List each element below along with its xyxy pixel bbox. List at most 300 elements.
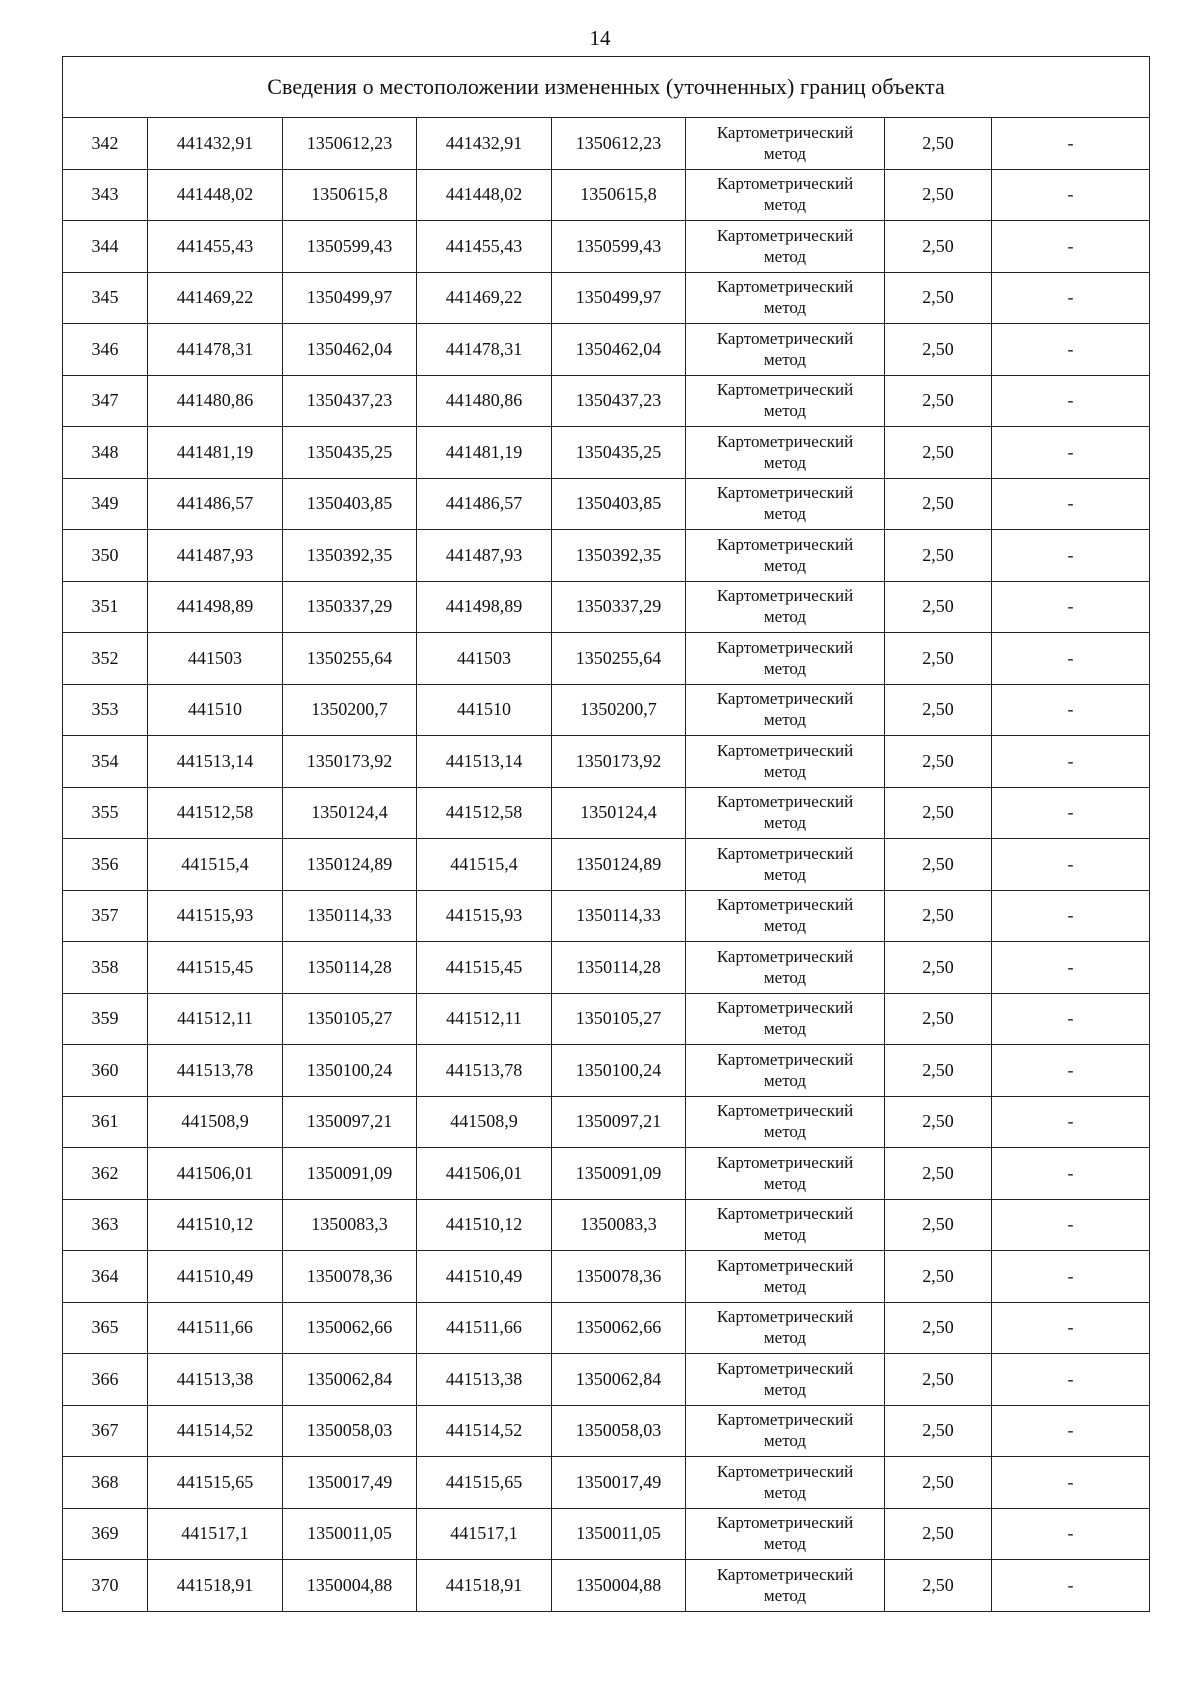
refined-x-cell: 441515,65 (417, 1457, 552, 1509)
refined-y-cell: 1350062,84 (552, 1354, 686, 1406)
point-number-cell: 349 (63, 478, 148, 530)
existing-x-cell: 441513,38 (148, 1354, 283, 1406)
method-line-2: метод (763, 967, 807, 987)
existing-y-cell: 1350200,7 (283, 684, 417, 736)
method-line-1: Картометрический (716, 689, 854, 709)
note-cell: - (992, 530, 1150, 582)
existing-y-cell: 1350062,66 (283, 1302, 417, 1354)
existing-y-cell: 1350462,04 (283, 324, 417, 376)
table-row (63, 324, 1150, 376)
refined-x-cell: 441510 (417, 684, 552, 736)
point-number-cell: 344 (63, 221, 148, 273)
method-line-2: метод (763, 1379, 807, 1399)
page-number: 14 (589, 26, 611, 50)
note-cell: - (992, 581, 1150, 633)
refined-x-cell: 441510,49 (417, 1251, 552, 1303)
method-cell (686, 890, 885, 942)
existing-x-cell: 441512,11 (148, 993, 283, 1045)
method-line-2: метод (763, 452, 807, 472)
method-line-2: метод (763, 864, 807, 884)
refined-y-cell: 1350058,03 (552, 1405, 686, 1457)
note-cell: - (992, 1457, 1150, 1509)
point-number-cell: 359 (63, 993, 148, 1045)
point-number-cell: 347 (63, 375, 148, 427)
point-number-cell: 369 (63, 1508, 148, 1560)
existing-y-cell: 1350078,36 (283, 1251, 417, 1303)
method-line-2: метод (763, 349, 807, 369)
method-line-2: метод (763, 658, 807, 678)
table-row (63, 375, 1150, 427)
existing-x-cell: 441506,01 (148, 1148, 283, 1200)
refined-x-cell: 441432,91 (417, 118, 552, 170)
note-cell: - (992, 736, 1150, 788)
table-row (63, 1354, 1150, 1406)
existing-y-cell: 1350599,43 (283, 221, 417, 273)
existing-y-cell: 1350062,84 (283, 1354, 417, 1406)
method-cell (686, 787, 885, 839)
method-cell (686, 581, 885, 633)
table-row (63, 118, 1150, 170)
refined-x-cell: 441511,66 (417, 1302, 552, 1354)
table-row (63, 1560, 1150, 1612)
existing-x-cell: 441510,12 (148, 1199, 283, 1251)
existing-x-cell: 441503 (148, 633, 283, 685)
refined-y-cell: 1350124,4 (552, 787, 686, 839)
existing-x-cell: 441518,91 (148, 1560, 283, 1612)
accuracy-cell: 2,50 (885, 324, 992, 376)
method-line-2: метод (763, 143, 807, 163)
method-line-1: Картометрический (716, 998, 854, 1018)
method-cell (686, 1096, 885, 1148)
method-cell (686, 1560, 885, 1612)
point-number-cell: 358 (63, 942, 148, 994)
refined-x-cell: 441515,4 (417, 839, 552, 891)
note-cell: - (992, 993, 1150, 1045)
point-number-cell: 362 (63, 1148, 148, 1200)
table-row (63, 1405, 1150, 1457)
refined-x-cell: 441480,86 (417, 375, 552, 427)
method-line-1: Картометрический (716, 225, 854, 245)
point-number-cell: 360 (63, 1045, 148, 1097)
existing-x-cell: 441515,45 (148, 942, 283, 994)
accuracy-cell: 2,50 (885, 1045, 992, 1097)
accuracy-cell: 2,50 (885, 1199, 992, 1251)
existing-y-cell: 1350437,23 (283, 375, 417, 427)
point-number-cell: 370 (63, 1560, 148, 1612)
note-cell: - (992, 118, 1150, 170)
accuracy-cell: 2,50 (885, 221, 992, 273)
point-number-cell: 363 (63, 1199, 148, 1251)
boundary-coordinates-table (62, 56, 1150, 1612)
note-cell: - (992, 1045, 1150, 1097)
method-cell (686, 993, 885, 1045)
point-number-cell: 348 (63, 427, 148, 479)
note-cell: - (992, 1354, 1150, 1406)
existing-x-cell: 441486,57 (148, 478, 283, 530)
refined-y-cell: 1350392,35 (552, 530, 686, 582)
method-cell (686, 1508, 885, 1560)
point-number-cell: 357 (63, 890, 148, 942)
method-line-1: Картометрический (716, 1049, 854, 1069)
note-cell: - (992, 375, 1150, 427)
point-number-cell: 350 (63, 530, 148, 582)
accuracy-cell: 2,50 (885, 942, 992, 994)
method-line-1: Картометрический (716, 1204, 854, 1224)
existing-x-cell: 441508,9 (148, 1096, 283, 1148)
existing-x-cell: 441514,52 (148, 1405, 283, 1457)
existing-x-cell: 441515,4 (148, 839, 283, 891)
refined-x-cell: 441518,91 (417, 1560, 552, 1612)
note-cell: - (992, 787, 1150, 839)
existing-y-cell: 1350337,29 (283, 581, 417, 633)
existing-y-cell: 1350124,4 (283, 787, 417, 839)
existing-y-cell: 1350083,3 (283, 1199, 417, 1251)
accuracy-cell: 2,50 (885, 169, 992, 221)
accuracy-cell: 2,50 (885, 1405, 992, 1457)
existing-x-cell: 441498,89 (148, 581, 283, 633)
method-line-1: Картометрический (716, 946, 854, 966)
refined-y-cell: 1350437,23 (552, 375, 686, 427)
method-line-2: метод (763, 1328, 807, 1348)
method-line-2: метод (763, 813, 807, 833)
point-number-cell: 352 (63, 633, 148, 685)
method-cell (686, 942, 885, 994)
existing-y-cell: 1350124,89 (283, 839, 417, 891)
existing-y-cell: 1350392,35 (283, 530, 417, 582)
note-cell: - (992, 1405, 1150, 1457)
existing-x-cell: 441510 (148, 684, 283, 736)
point-number-cell: 353 (63, 684, 148, 736)
method-line-1: Картометрический (716, 328, 854, 348)
accuracy-cell: 2,50 (885, 118, 992, 170)
existing-y-cell: 1350100,24 (283, 1045, 417, 1097)
table-row (63, 1302, 1150, 1354)
existing-y-cell: 1350114,33 (283, 890, 417, 942)
refined-x-cell: 441512,58 (417, 787, 552, 839)
refined-y-cell: 1350083,3 (552, 1199, 686, 1251)
accuracy-cell: 2,50 (885, 1148, 992, 1200)
table-row (63, 787, 1150, 839)
refined-x-cell: 441498,89 (417, 581, 552, 633)
method-line-2: метод (763, 504, 807, 524)
existing-y-cell: 1350173,92 (283, 736, 417, 788)
refined-x-cell: 441517,1 (417, 1508, 552, 1560)
method-line-2: метод (763, 1070, 807, 1090)
method-line-1: Картометрический (716, 1152, 854, 1172)
method-cell (686, 169, 885, 221)
note-cell: - (992, 169, 1150, 221)
refined-x-cell: 441508,9 (417, 1096, 552, 1148)
table-row (63, 272, 1150, 324)
note-cell: - (992, 478, 1150, 530)
refined-y-cell: 1350499,97 (552, 272, 686, 324)
table-row (63, 478, 1150, 530)
method-cell (686, 530, 885, 582)
method-line-1: Картометрический (716, 1101, 854, 1121)
table-row (63, 736, 1150, 788)
existing-x-cell: 441511,66 (148, 1302, 283, 1354)
method-cell (686, 839, 885, 891)
table-row (63, 684, 1150, 736)
existing-x-cell: 441480,86 (148, 375, 283, 427)
note-cell: - (992, 272, 1150, 324)
method-line-2: метод (763, 1482, 807, 1502)
accuracy-cell: 2,50 (885, 272, 992, 324)
method-cell (686, 118, 885, 170)
method-cell (686, 427, 885, 479)
method-cell (686, 633, 885, 685)
note-cell: - (992, 1096, 1150, 1148)
table-row (63, 221, 1150, 273)
method-line-1: Картометрический (716, 431, 854, 451)
table-title-row (63, 57, 1150, 118)
table-title: Сведения о местоположении измененных (уточненных) границ объекта (63, 57, 1150, 118)
table-row (63, 839, 1150, 891)
accuracy-cell: 2,50 (885, 787, 992, 839)
note-cell: - (992, 1199, 1150, 1251)
point-number-cell: 366 (63, 1354, 148, 1406)
point-number-cell: 351 (63, 581, 148, 633)
method-line-2: метод (763, 1431, 807, 1451)
refined-y-cell: 1350403,85 (552, 478, 686, 530)
method-line-2: метод (763, 401, 807, 421)
refined-x-cell: 441503 (417, 633, 552, 685)
method-cell (686, 478, 885, 530)
table-row (63, 890, 1150, 942)
refined-x-cell: 441513,38 (417, 1354, 552, 1406)
refined-y-cell: 1350615,8 (552, 169, 686, 221)
method-cell (686, 1045, 885, 1097)
method-line-1: Картометрический (716, 174, 854, 194)
refined-x-cell: 441506,01 (417, 1148, 552, 1200)
method-cell (686, 1148, 885, 1200)
method-line-2: метод (763, 607, 807, 627)
accuracy-cell: 2,50 (885, 1302, 992, 1354)
existing-x-cell: 441487,93 (148, 530, 283, 582)
note-cell: - (992, 1508, 1150, 1560)
accuracy-cell: 2,50 (885, 1354, 992, 1406)
refined-y-cell: 1350114,33 (552, 890, 686, 942)
method-cell (686, 736, 885, 788)
method-line-2: метод (763, 246, 807, 266)
refined-y-cell: 1350255,64 (552, 633, 686, 685)
refined-y-cell: 1350017,49 (552, 1457, 686, 1509)
method-cell (686, 1302, 885, 1354)
existing-y-cell: 1350255,64 (283, 633, 417, 685)
table-body (63, 118, 1150, 1612)
point-number-cell: 365 (63, 1302, 148, 1354)
refined-y-cell: 1350105,27 (552, 993, 686, 1045)
existing-x-cell: 441510,49 (148, 1251, 283, 1303)
note-cell: - (992, 1302, 1150, 1354)
refined-x-cell: 441513,14 (417, 736, 552, 788)
existing-x-cell: 441432,91 (148, 118, 283, 170)
point-number-cell: 354 (63, 736, 148, 788)
existing-x-cell: 441512,58 (148, 787, 283, 839)
refined-y-cell: 1350200,7 (552, 684, 686, 736)
accuracy-cell: 2,50 (885, 1096, 992, 1148)
accuracy-cell: 2,50 (885, 1560, 992, 1612)
point-number-cell: 342 (63, 118, 148, 170)
method-line-2: метод (763, 761, 807, 781)
method-line-1: Картометрический (716, 483, 854, 503)
method-line-2: метод (763, 1173, 807, 1193)
method-cell (686, 1354, 885, 1406)
method-cell (686, 1457, 885, 1509)
accuracy-cell: 2,50 (885, 427, 992, 479)
existing-y-cell: 1350004,88 (283, 1560, 417, 1612)
method-line-1: Картометрический (716, 637, 854, 657)
accuracy-cell: 2,50 (885, 993, 992, 1045)
method-line-2: метод (763, 710, 807, 730)
point-number-cell: 346 (63, 324, 148, 376)
note-cell: - (992, 633, 1150, 685)
accuracy-cell: 2,50 (885, 478, 992, 530)
existing-x-cell: 441517,1 (148, 1508, 283, 1560)
method-line-2: метод (763, 1225, 807, 1245)
point-number-cell: 364 (63, 1251, 148, 1303)
refined-y-cell: 1350004,88 (552, 1560, 686, 1612)
method-line-1: Картометрический (716, 1564, 854, 1584)
table-row (63, 1457, 1150, 1509)
method-line-1: Картометрический (716, 740, 854, 760)
point-number-cell: 361 (63, 1096, 148, 1148)
refined-x-cell: 441478,31 (417, 324, 552, 376)
existing-y-cell: 1350403,85 (283, 478, 417, 530)
accuracy-cell: 2,50 (885, 890, 992, 942)
method-line-2: метод (763, 1122, 807, 1142)
existing-y-cell: 1350499,97 (283, 272, 417, 324)
method-cell (686, 1251, 885, 1303)
table-row (63, 581, 1150, 633)
method-line-1: Картометрический (716, 1461, 854, 1481)
accuracy-cell: 2,50 (885, 530, 992, 582)
table-row (63, 942, 1150, 994)
method-line-1: Картометрический (716, 1410, 854, 1430)
existing-x-cell: 441469,22 (148, 272, 283, 324)
method-line-1: Картометрический (716, 895, 854, 915)
existing-y-cell: 1350105,27 (283, 993, 417, 1045)
table-row (63, 1508, 1150, 1560)
note-cell: - (992, 221, 1150, 273)
method-line-2: метод (763, 916, 807, 936)
note-cell: - (992, 684, 1150, 736)
existing-y-cell: 1350114,28 (283, 942, 417, 994)
existing-y-cell: 1350017,49 (283, 1457, 417, 1509)
existing-y-cell: 1350435,25 (283, 427, 417, 479)
existing-x-cell: 441455,43 (148, 221, 283, 273)
accuracy-cell: 2,50 (885, 1457, 992, 1509)
method-line-1: Картометрический (716, 277, 854, 297)
note-cell: - (992, 890, 1150, 942)
refined-y-cell: 1350114,28 (552, 942, 686, 994)
table-row (63, 1045, 1150, 1097)
refined-y-cell: 1350078,36 (552, 1251, 686, 1303)
note-cell: - (992, 1560, 1150, 1612)
method-line-2: метод (763, 1276, 807, 1296)
method-line-1: Картометрический (716, 1358, 854, 1378)
method-line-1: Картометрический (716, 380, 854, 400)
note-cell: - (992, 1251, 1150, 1303)
refined-x-cell: 441513,78 (417, 1045, 552, 1097)
existing-x-cell: 441478,31 (148, 324, 283, 376)
existing-x-cell: 441448,02 (148, 169, 283, 221)
method-cell (686, 684, 885, 736)
refined-y-cell: 1350091,09 (552, 1148, 686, 1200)
refined-x-cell: 441469,22 (417, 272, 552, 324)
table-row (63, 169, 1150, 221)
table-row (63, 633, 1150, 685)
existing-x-cell: 441513,14 (148, 736, 283, 788)
method-line-2: метод (763, 1534, 807, 1554)
accuracy-cell: 2,50 (885, 1508, 992, 1560)
method-cell (686, 1199, 885, 1251)
note-cell: - (992, 942, 1150, 994)
table-row (63, 1251, 1150, 1303)
note-cell: - (992, 427, 1150, 479)
existing-y-cell: 1350612,23 (283, 118, 417, 170)
point-number-cell: 343 (63, 169, 148, 221)
method-line-1: Картометрический (716, 1307, 854, 1327)
note-cell: - (992, 324, 1150, 376)
method-cell (686, 221, 885, 273)
refined-x-cell: 441448,02 (417, 169, 552, 221)
note-cell: - (992, 839, 1150, 891)
method-line-2: метод (763, 1585, 807, 1605)
accuracy-cell: 2,50 (885, 1251, 992, 1303)
method-line-1: Картометрический (716, 1255, 854, 1275)
method-cell (686, 272, 885, 324)
method-line-1: Картометрический (716, 534, 854, 554)
accuracy-cell: 2,50 (885, 633, 992, 685)
refined-y-cell: 1350462,04 (552, 324, 686, 376)
table-row (63, 427, 1150, 479)
existing-x-cell: 441481,19 (148, 427, 283, 479)
method-line-2: метод (763, 195, 807, 215)
existing-y-cell: 1350011,05 (283, 1508, 417, 1560)
accuracy-cell: 2,50 (885, 684, 992, 736)
refined-y-cell: 1350173,92 (552, 736, 686, 788)
existing-x-cell: 441515,93 (148, 890, 283, 942)
table-row (63, 1199, 1150, 1251)
refined-y-cell: 1350124,89 (552, 839, 686, 891)
accuracy-cell: 2,50 (885, 736, 992, 788)
accuracy-cell: 2,50 (885, 839, 992, 891)
accuracy-cell: 2,50 (885, 581, 992, 633)
table-row (63, 1096, 1150, 1148)
method-cell (686, 324, 885, 376)
refined-x-cell: 441455,43 (417, 221, 552, 273)
refined-x-cell: 441510,12 (417, 1199, 552, 1251)
refined-y-cell: 1350435,25 (552, 427, 686, 479)
point-number-cell: 368 (63, 1457, 148, 1509)
table-row (63, 530, 1150, 582)
method-line-1: Картометрический (716, 792, 854, 812)
point-number-cell: 356 (63, 839, 148, 891)
method-line-1: Картометрический (716, 843, 854, 863)
existing-y-cell: 1350091,09 (283, 1148, 417, 1200)
point-number-cell: 355 (63, 787, 148, 839)
refined-x-cell: 441481,19 (417, 427, 552, 479)
point-number-cell: 367 (63, 1405, 148, 1457)
refined-x-cell: 441487,93 (417, 530, 552, 582)
point-number-cell: 345 (63, 272, 148, 324)
refined-y-cell: 1350612,23 (552, 118, 686, 170)
refined-y-cell: 1350097,21 (552, 1096, 686, 1148)
refined-y-cell: 1350100,24 (552, 1045, 686, 1097)
refined-x-cell: 441515,93 (417, 890, 552, 942)
method-cell (686, 375, 885, 427)
